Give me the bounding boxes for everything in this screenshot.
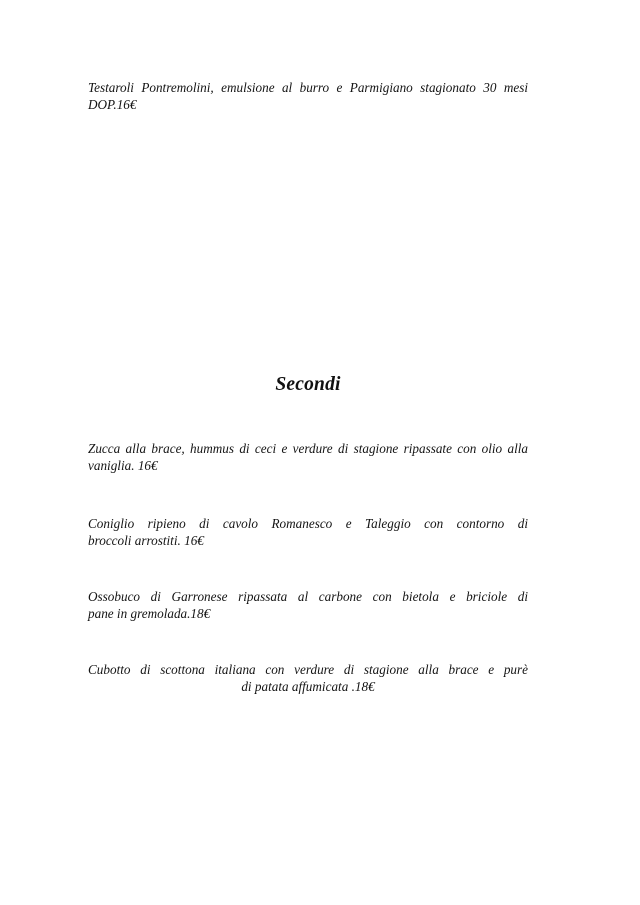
menu-item-testaroli — [88, 79, 528, 114]
menu-item-line-1: Cubotto di scottona italiana con verdure di stagione alla brace e purè — [88, 662, 528, 677]
menu-item-zucca — [88, 440, 528, 475]
menu-item-coniglio — [88, 515, 528, 550]
menu-item-line-1: Testaroli Pontremolini, emulsione al burro e Parmigiano stagionato — [88, 80, 476, 95]
menu-item-line-1: Coniglio ripieno di cavolo Romanesco e Taleggio con contorno di — [88, 516, 528, 531]
menu-item-line-1: Zucca alla brace, hummus di ceci e verdure di stagione ripassate con — [88, 441, 477, 456]
menu-item-line-2: broccoli arrostiti. 16€ — [88, 533, 204, 549]
menu-item-cubotto — [88, 661, 528, 696]
menu-item-line-2: 30 mesi DOP.16€ — [88, 80, 528, 113]
menu-item-line-1: Ossobuco di Garronese ripassata al carbone con bietola e briciole di — [88, 589, 528, 604]
menu-item-ossobuco — [88, 588, 528, 623]
menu-item-line-2: pane in gremolada.18€ — [88, 606, 211, 622]
menu-item-line-2: di patata affumicata .18€ — [241, 679, 375, 695]
section-heading-secondi: Secondi — [275, 374, 341, 395]
menu-item-line-2: olio alla vaniglia. 16€ — [88, 441, 528, 474]
